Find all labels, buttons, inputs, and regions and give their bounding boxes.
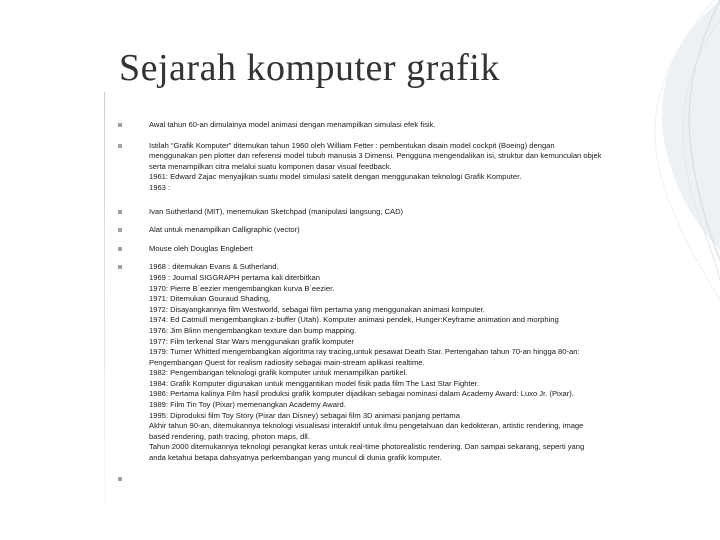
bullet-square-icon — [118, 247, 122, 251]
bullet-square-icon — [118, 265, 122, 269]
bullet-line: 1984: Grafik Komputer digunakan untuk menggantikan model fisik pada film The Last Star Fighter. — [149, 378, 479, 388]
bullet-line: Mouse oleh Douglas Englebert — [149, 243, 253, 253]
bullet-line: 1961: Edward Zajac menyajikan suatu model simulasi satelit dengan menggunakan teknologi Grafik Komputer. — [149, 172, 522, 182]
bullet-line: 1968 : ditemukan Evans & Sutherland. — [149, 262, 279, 272]
bullet-item — [118, 120, 678, 131]
bullet-line: 1970: Pierre B´eezier mengembangkan kurva B´eezier. — [149, 283, 335, 293]
bullet-line: based rendering, path tracing, photon maps, dll. — [149, 431, 310, 441]
bullet-line: 1979: Turner Whitted mengembangkan algoritma ray tracing,untuk pesawat Death Star. Pertengahan tahun 70-an hingga 80-an: — [149, 347, 580, 357]
bullet-line: Alat untuk menampilkan Calligraphic (vector) — [149, 225, 300, 235]
bullet-item — [118, 262, 678, 463]
bullet-line: 1977: Film terkenal Star Wars menggunakan grafik komputer — [149, 336, 354, 346]
bullet-line: 1982: Pengembangan teknologi grafik komputer untuk menampilkan partikel. — [149, 368, 408, 378]
bullet-square-icon — [118, 477, 122, 481]
bullet-line: Ivan Sutherland (MIT), menemukan Sketchpad (manipulasi langsung, CAD) — [149, 206, 404, 216]
bullet-square-icon — [118, 210, 122, 214]
bullet-item — [118, 244, 678, 255]
bullet-line: 1989: Film Tin Toy (Pixar) memenangkan Academy Award. — [149, 400, 346, 410]
bullet-square-icon — [118, 228, 122, 232]
bullet-line: 1969 : Journal SIGGRAPH pertama kali diterbitkan — [149, 272, 320, 282]
vertical-divider — [104, 92, 105, 540]
bullet-line: 1986: Pertama kalinya Film hasil produksi grafik komputer dijadikan sebagai nominasi dalam Academy Award: Luxo Jr. (Pixar). — [149, 389, 574, 399]
bullet-line: menggunakan pen plotter dan referensi model tubuh manusia 3 Dimensi. Pengguna mengendalikan isi, struktur dan kemunculan objek — [149, 151, 602, 161]
bullet-item — [118, 225, 678, 236]
bullet-line: 1971: Ditemukan Gouraud Shading, — [149, 294, 271, 304]
bullet-line: 1995: Diproduksi film Toy Story (Pixar dan Disney) sebagai film 3D animasi panjang pertama — [149, 410, 460, 420]
bullet-line: 1974: Ed Catmull mengembangkan z-buffer (Utah). Komputer animasi pendek, Hunger:Keyframe animation and morphing — [149, 315, 559, 325]
bullet-item — [118, 141, 678, 194]
bullet-square-icon — [118, 144, 122, 148]
bullet-line: Istilah “Grafik Komputer” ditemukan tahun 1960 oleh William Fetter : pembentukan disain model cockpit (Boeing) dengan — [149, 140, 555, 150]
slide-title: Sejarah komputer grafik — [119, 47, 500, 89]
bullet-line: Tahun 2000 ditemukannya teknologi perangkat keras untuk real-time photorealistic rendering. Dan sampai sekarang, seperti yang — [149, 442, 585, 452]
bullet-line: Pengembangan Quest for realism radiosity sebagai main-stream aplikasi realtime. — [149, 357, 425, 367]
bullet-line: 1972: Disayangkannya film Westworld, sebagai film pertama yang menggunakan animasi komputer. — [149, 304, 485, 314]
bullet-line: 1963 : — [149, 182, 171, 192]
bullet-item — [118, 207, 678, 218]
bullet-line: Akhir tahun 90-an, ditemukannya teknologi visualisasi interaktif untuk ilmu pengetahuan dan kedokteran, artistic rendering, image — [149, 421, 584, 431]
bullet-line: anda ketahui betapa dahsyatnya perkembangan yang muncul di dunia grafik komputer. — [149, 453, 442, 463]
bullet-line: Awal tahun 60-an dimulainya model animasi dengan menampilkan simulasi efek fisik. — [149, 120, 436, 129]
bullet-line: serta menampilkan citra melalui suatu komponen dasar visual feedback. — [149, 161, 392, 171]
bullet-item-empty — [118, 474, 678, 485]
bullet-square-icon — [118, 123, 122, 127]
bullet-line: 1976: Jim Blinn mengembangkan texture dan bump mapping. — [149, 325, 357, 335]
bullet-list — [118, 120, 678, 484]
